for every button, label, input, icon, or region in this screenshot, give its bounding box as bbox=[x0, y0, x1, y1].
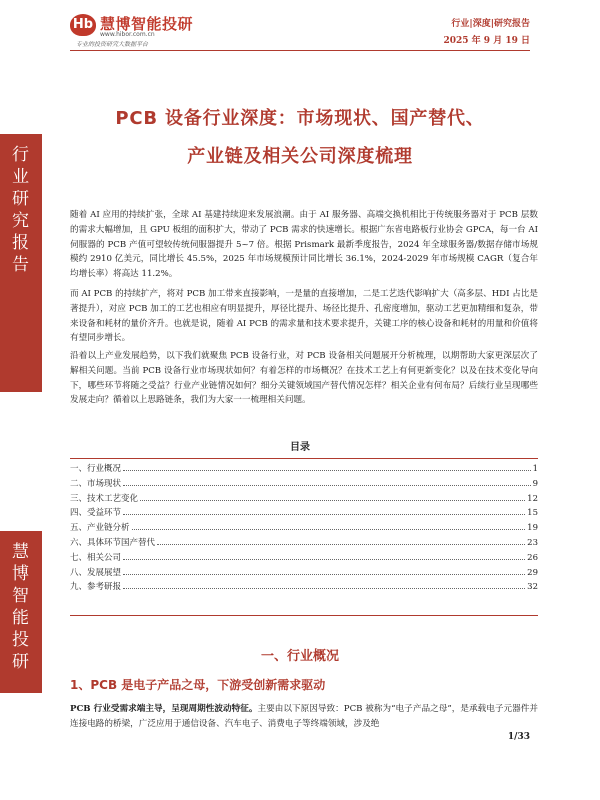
toc-leader-dots bbox=[123, 470, 531, 471]
toc-item-page: 15 bbox=[527, 508, 538, 519]
toc-divider-bottom bbox=[70, 615, 538, 616]
side-band-report-type bbox=[0, 134, 42, 392]
toc-item-label: 一、行业概况 bbox=[70, 464, 122, 474]
toc-item[interactable] bbox=[70, 462, 538, 477]
side-top-char: 研 bbox=[12, 189, 30, 209]
toc-item-page: 1 bbox=[532, 464, 538, 474]
toc-leader-dots bbox=[123, 559, 525, 560]
header-meta bbox=[443, 16, 530, 46]
section-heading: 一、行业概况 bbox=[260, 649, 339, 664]
logo-slogan: 专业的投资研究大数据平台 bbox=[76, 41, 149, 48]
side-top-char: 业 bbox=[12, 167, 30, 187]
section-subheading: 1、PCB 是电子产品之母，下游受创新需求驱动 bbox=[70, 678, 326, 692]
toc-item-label: 七、相关公司 bbox=[70, 552, 122, 563]
toc-title: 目录 bbox=[290, 442, 310, 453]
side-bottom-char: 能 bbox=[12, 608, 30, 628]
header-divider bbox=[70, 50, 530, 51]
side-top-char: 究 bbox=[12, 211, 30, 231]
toc-item-label: 三、技术工艺变化 bbox=[70, 493, 139, 504]
toc-item[interactable] bbox=[70, 580, 538, 595]
toc-leader-dots bbox=[123, 574, 525, 575]
toc-item-label: 九、参考研报 bbox=[70, 582, 122, 593]
toc-divider-top bbox=[70, 458, 538, 459]
section-paragraph-lead: PCB 行业受需求端主导，呈现周期性波动特征。 bbox=[70, 704, 258, 714]
toc-item-label: 四、受益环节 bbox=[70, 508, 122, 519]
toc-item[interactable] bbox=[70, 551, 538, 566]
report-date: 2025 年 9 月 19 日 bbox=[443, 36, 530, 46]
logo-mark: Hb bbox=[70, 14, 96, 36]
toc-item[interactable] bbox=[70, 477, 538, 492]
side-top-char: 告 bbox=[12, 255, 30, 275]
page-number: 1/33 bbox=[507, 732, 530, 742]
side-bottom-char: 慧 bbox=[12, 542, 30, 562]
side-band-top-text bbox=[0, 134, 42, 276]
section-paragraph-1 bbox=[70, 702, 538, 732]
table-of-contents bbox=[70, 462, 538, 595]
toc-item-page: 26 bbox=[527, 552, 538, 563]
side-band-brand bbox=[0, 531, 42, 693]
toc-item-page: 12 bbox=[527, 493, 538, 504]
side-bottom-char: 博 bbox=[12, 564, 30, 584]
report-title bbox=[70, 100, 530, 176]
toc-item-label: 五、产业链分析 bbox=[70, 523, 130, 534]
toc-item-page: 32 bbox=[527, 582, 538, 593]
toc-item-page: 9 bbox=[532, 478, 538, 489]
toc-item[interactable] bbox=[70, 492, 538, 507]
toc-item[interactable] bbox=[70, 536, 538, 551]
toc-item[interactable] bbox=[70, 506, 538, 521]
toc-item-label: 八、发展展望 bbox=[70, 567, 122, 578]
intro-paragraph-1: 随着 AI 应用的持续扩张，全球 AI 基建持续迎来发展浪潮。由于 AI 服务器、高端交换机相比于传统服务器对于 PCB 层数的需求大幅增加，且 GPU 板组的面积扩大，带动了 PCB 需求的快速增长。根据广东省电路板行业协会 GPCA，每一台 AI 伺服器的 PCB 产值可望较传统伺服器提升 5~7 倍。根据 Prismark 最新季度报告，2024 年全球服务器/数据存储市场规模约 2910 亿美元，同比增长 45.5%，2025 年市场规模预计同比增长 36.1%，2024-2029 年市场规模 CAGR（复合年均增长率）将高达 11.2%。 bbox=[70, 210, 538, 280]
header-logo bbox=[70, 12, 210, 46]
side-bottom-char: 投 bbox=[12, 630, 30, 650]
toc-item-page: 19 bbox=[527, 523, 538, 534]
report-type: 行业|深度|研究报告 bbox=[451, 19, 530, 29]
side-top-char: 报 bbox=[12, 233, 30, 253]
toc-leader-dots bbox=[132, 529, 526, 530]
side-bottom-char: 研 bbox=[12, 652, 30, 672]
toc-item-label: 二、市场现状 bbox=[70, 478, 122, 489]
logo-text: 慧博智能投研 bbox=[100, 15, 194, 33]
side-bottom-char: 智 bbox=[12, 586, 30, 606]
report-title-line-1: PCB 设备行业深度：市场现状、国产替代、 bbox=[115, 108, 485, 129]
toc-item[interactable] bbox=[70, 566, 538, 581]
report-title-line-2: 产业链及相关公司深度梳理 bbox=[187, 146, 413, 167]
toc-leader-dots bbox=[123, 485, 531, 486]
toc-item-page: 23 bbox=[527, 537, 538, 548]
toc-leader-dots bbox=[157, 544, 525, 545]
toc-leader-dots bbox=[140, 500, 525, 501]
toc-item-page: 29 bbox=[527, 567, 538, 578]
toc-leader-dots bbox=[123, 514, 525, 515]
toc-item-label: 六、具体环节国产替代 bbox=[70, 537, 156, 548]
section-paragraph-rest: 主要由以下原因导致：PCB 被称为“电子产品之母”，是承载电子元器件并连接电路的桥梁，广泛应用于通信设备、汽车电子、消费电子等终端领域，涉及绝 bbox=[70, 704, 538, 729]
intro-paragraph-2: 而 AI PCB 的持续扩产，将对 PCB 加工带来直接影响，一是量的直接增加，二是工艺迭代影响扩大（高多层、HDI 占比是著提升），对应 PCB 加工的工艺也相应有明显提升，厚径比提升、场径比提升、孔密度增加，驱动工艺更加精细和复杂，带来设备和耗材的量价齐升。也就是说，随着 AI PCB 的需求量和技术要求提升，关键工序的核心设备和耗材的用量和价值将有望同步增长。 bbox=[70, 289, 538, 344]
side-top-char: 行 bbox=[12, 145, 30, 165]
logo-url: www.hibor.com.cn bbox=[100, 31, 155, 38]
toc-leader-dots bbox=[123, 588, 525, 589]
toc-item[interactable] bbox=[70, 521, 538, 536]
intro-paragraph-3: 沿着以上产业发展趋势，以下我们就聚焦 PCB 设备行业，对 PCB 设备相关问题展开分析梳理，以期帮助大家更深层次了解相关问题。当前 PCB 设备行业市场现状如何？有着怎样的市场概况？在技术工艺上有何更新变化？以及在技术变化导向下，哪些环节将随之受益？行业产业链情况如何？细分关键领域国产替代情况怎样？相关企业有何布局？后续行业呈现哪些发展走向？循着以上思路链条，我们为大家一一梳理相关问题。 bbox=[70, 351, 538, 406]
